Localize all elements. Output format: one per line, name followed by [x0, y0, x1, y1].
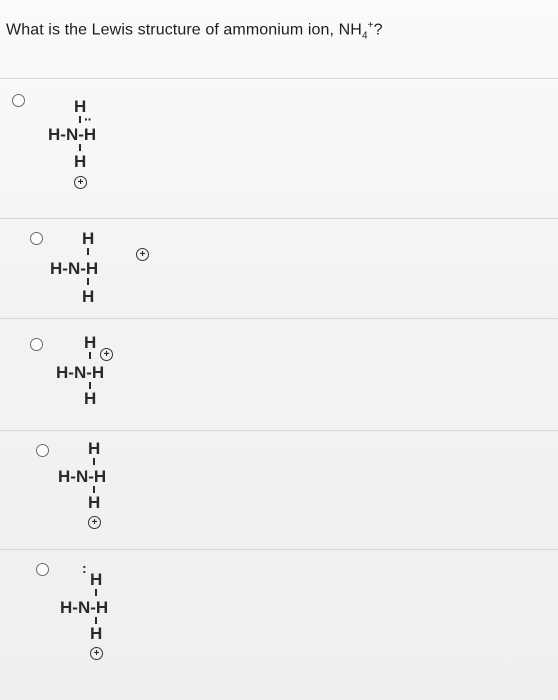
answer-option-a[interactable] [0, 80, 558, 218]
radio-button-e[interactable] [36, 563, 49, 576]
bond-bottom [79, 144, 81, 151]
bond-top [95, 589, 97, 596]
divider [0, 218, 558, 219]
row-h-n-h: H-N-H [58, 467, 107, 486]
atom-h-bottom: H [82, 287, 95, 306]
divider [0, 78, 558, 79]
question-text [6, 20, 383, 42]
answer-option-e[interactable] [0, 551, 558, 700]
bond-bottom [89, 382, 91, 389]
bond-top [87, 248, 89, 255]
radio-button-b[interactable] [30, 232, 43, 245]
row-h-n-h: H-N-H [48, 125, 97, 144]
positive-charge-icon: + [100, 348, 113, 361]
divider [0, 430, 558, 431]
bond-bottom [93, 486, 95, 493]
atom-h-bottom: H [88, 493, 101, 512]
bond-top [79, 116, 81, 123]
positive-charge-icon: + [88, 516, 101, 529]
lone-pair-dots: : [82, 560, 86, 576]
answer-option-d[interactable] [0, 432, 558, 548]
bond-bottom [87, 278, 89, 285]
positive-charge-icon: + [90, 647, 103, 660]
positive-charge-icon: + [136, 248, 149, 261]
atom-h-top: H [82, 229, 95, 248]
row-h-n-h: H-N-H [60, 598, 109, 617]
atom-h-top: H [90, 570, 103, 589]
question-suffix: ? [373, 21, 383, 39]
lone-pair-dots: ·· [84, 111, 92, 127]
positive-charge-icon: + [74, 176, 87, 189]
atom-h-top: H [84, 333, 97, 352]
answer-option-b[interactable] [0, 220, 558, 320]
bond-bottom [95, 617, 97, 624]
divider [0, 318, 558, 319]
atom-h-bottom: H [74, 152, 87, 171]
atom-h-bottom: H [90, 624, 103, 643]
bond-top [89, 352, 91, 359]
question-subscript: 4 [361, 30, 368, 42]
radio-button-c[interactable] [30, 338, 43, 351]
radio-button-d[interactable] [36, 444, 49, 457]
radio-button-a[interactable] [12, 94, 25, 107]
atom-h-top: H [74, 97, 87, 116]
row-h-n-h: H-N-H [56, 363, 105, 382]
question-superscript: + [367, 20, 374, 31]
atom-h-top: H [88, 439, 101, 458]
row-h-n-h: H-N-H [50, 259, 99, 278]
divider [0, 549, 558, 550]
atom-h-bottom: H [84, 389, 97, 408]
bond-top [93, 458, 95, 465]
answer-option-c[interactable] [0, 320, 558, 428]
question-prefix: What is the Lewis structure of ammonium ion, NH [6, 21, 362, 39]
